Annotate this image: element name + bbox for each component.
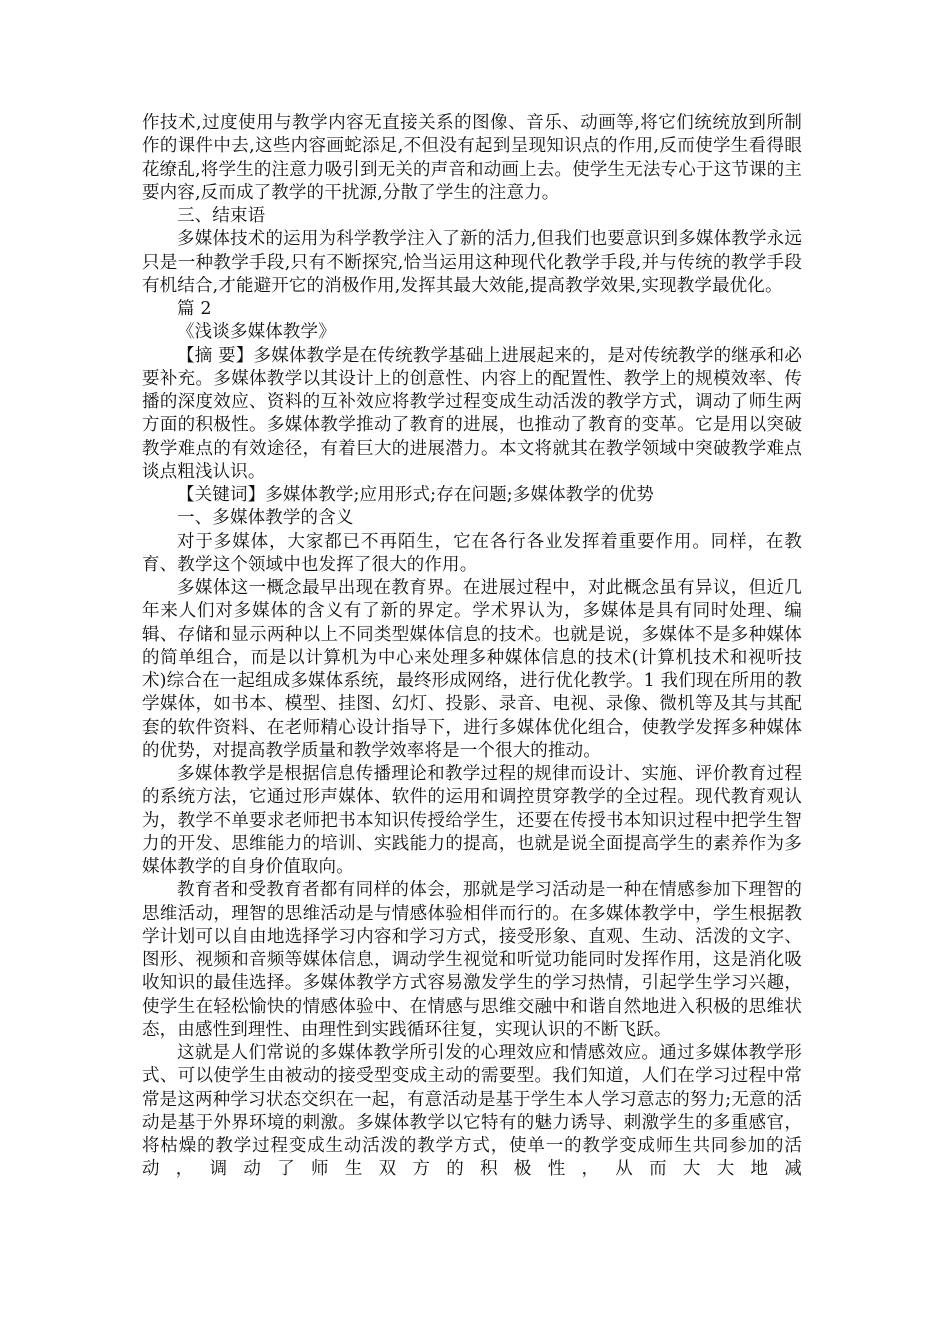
paragraph: 对于多媒体，大家都已不再陌生，它在各行各业发挥着重要作用。同样，在教育、教学这个领域中也发挥了很大的作用。 — [142, 531, 802, 575]
abstract-paragraph: 【摘 要】多媒体教学是在传统教学基础上进展起来的，是对传统教学的继承和必要补充。多媒体教学以其设计上的创意性、内容上的配置性、教学上的规模效率、传播的深度效应、资料的互补效应将教学过程变成生动活泼的教学方式，调动了师生两方面的积极性。多媒体教学推动了教育的进展，也推动了教育的变革。它是用以突破教学难点的有效途径，有着巨大的进展潜力。本文将就其在教学领域中突破教学难点谈点粗浅认识。 — [142, 345, 802, 482]
paragraph: 多媒体这一概念最早出现在教育界。在进展过程中，对此概念虽有异议，但近几年来人们对多媒体的含义有了新的界定。学术界认为，多媒体是具有同时处理、编辑、存储和显示两种以上不同类型媒体信息的技术。也就是说，多媒体不是多种媒体的简单组合，而是以计算机为中心来处理多种媒体信息的技术(计算机技术和视听技术)综合在一起组成多媒体系统，最终形成网络，进行优化教学。1 我们现在所用的教学媒体，如书本、模型、挂图、幻灯、投影、录音、电视、录像、微机等及其与其配套的软件资料、在老师精心设计指导下，进行多媒体优化组合，使教学发挥多种媒体的优势，对提高教学质量和教学效率将是一个很大的推动。 — [142, 578, 802, 761]
paragraph: 这就是人们常说的多媒体教学所引发的心理效应和情感效应。通过多媒体教学形式、可以使学生由被动的接受型变成主动的需要型。我们知道，人们在学习过程中常常是这两种学习状态交织在一起，有意活动是基于学生本人学习意志的努力;无意的活动是基于外界环境的刺激。多媒体教学以它特有的魅力诱导、刺激学生的多重感官，将枯燥的教学过程变成生动活泼的教学方式，使单一的教学变成师生共同参加的活动，调动了师生双方的积极性，从而大大地减 — [142, 1043, 802, 1180]
paragraph-continuation: 作技术,过度使用与教学内容无直接关系的图像、音乐、动画等,将它们统统放到所制作的课件中去,这些内容画蛇添足,不但没有起到呈现知识点的作用,反而使学生看得眼花缭乱,将学生的注意力吸引到无关的声音和动画上去。使学生无法专心于这节课的主要内容,反而成了教学的干扰源,分散了学生的注意力。 — [142, 113, 802, 203]
paragraph: 教育者和受教育者都有同样的体会，那就是学习活动是一种在情感参加下理智的思维活动，理智的思维活动是与情感体验相伴而行的。在多媒体教学中，学生根据教学计划可以自由地选择学习内容和学习方式，接受形象、直观、生动、活泼的文字、图形、视频和音频等媒体信息，调动学生视觉和听觉功能同时发挥作用，这是消化吸收知识的最佳选择。多媒体教学方式容易激发学生的学习热情，引起学生学习兴趣，使学生在轻松愉快的情感体验中、在情感与思维交融中和谐自然地进入积极的思维状态，由感性到理性、由理性到实践循环往复，实现认识的不断飞跃。 — [142, 880, 802, 1040]
document-body — [142, 112, 802, 1182]
section-heading-meaning: 一、多媒体教学的含义 — [177, 508, 354, 529]
keywords-paragraph: 【关键词】多媒体教学;应用形式;存在问题;多媒体教学的优势 — [177, 485, 655, 505]
paragraph-conclusion: 多媒体技术的运用为科学教学注入了新的活力,但我们也要意识到多媒体教学永远只是一种教学手段,只有不断探究,恰当运用这种现代化教学手段,并与传统的教学手段有机结合,才能避开它的消极作用,发挥其最大效能,提高教学效果,实现教学最优化。 — [142, 229, 802, 296]
article-title: 《浅谈多媒体教学》 — [177, 322, 336, 343]
section-heading-conclusion: 三、结束语 — [177, 206, 266, 226]
article-number: 篇 2 — [177, 299, 212, 319]
paragraph: 多媒体教学是根据信息传播理论和教学过程的规律而设计、实施、评价教育过程的系统方法，它通过形声媒体、软件的运用和调控贯穿教学的全过程。现代教育观认为，教学不单要求老师把书本知识传授给学生，还要在传授书本知识过程中把学生智力的开发、思维能力的培训、实践能力的提高，也就是说全面提高学生的素养作为多媒体教学的自身价值取向。 — [142, 764, 802, 877]
